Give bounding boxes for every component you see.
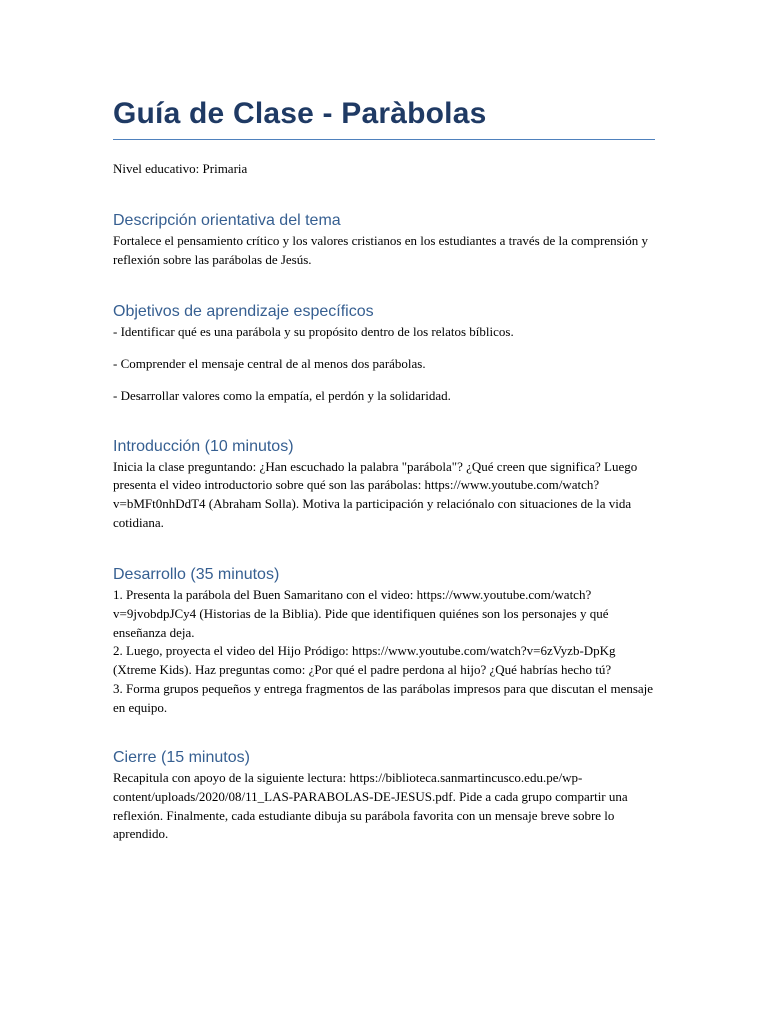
section-descripcion [113, 210, 655, 269]
section-introduccion [113, 436, 655, 533]
section-objetivos [113, 301, 655, 405]
objective-item: - Desarrollar valores como la empatía, el perdón y la solidaridad. [113, 387, 451, 403]
development-step: 2. Luego, proyecta el video del Hijo Pródigo: https://www.youtube.com/watch?v=6zVyzb-DpKg (Xtreme Kids). Haz preguntas como: ¿Por qué el padre perdona al hijo? ¿Qué habrías hecho tú? [113, 643, 616, 678]
section-heading: Desarrollo (35 minutos) [113, 566, 280, 584]
document-title: Guía de Clase - Paràbolas [113, 97, 487, 130]
education-level: Nivel educativo: Primaria [113, 161, 248, 176]
section-heading: Descripción orientativa del tema [113, 212, 341, 229]
section-cierre [113, 747, 655, 844]
section-heading: Objetivos de aprendizaje específicos [113, 303, 374, 321]
section-text: Recapitula con apoyo de la siguiente lectura: https://biblioteca.sanmartincusco.edu.pe/wp-content/uploads/2020/08/11_LAS-PARABOLAS-DE-JESUS.pdf. Pide a cada grupo compartir una reflexión. Finalmente, cada estudiante dibuja su parábola favorita con un mensaje breve sobre lo aprendido. [113, 770, 628, 842]
title-divider [113, 139, 655, 140]
development-step: 1. Presenta la parábola del Buen Samaritano con el video: https://www.youtube.com/watch?v=9jvobdpJCy4 (Historias de la Biblia). Pide que identifiquen quiénes son los personajes y qué enseñanza deja. [113, 587, 609, 640]
development-step: 3. Forma grupos pequeños y entrega fragmentos de las parábolas impresos para que discutan el mensaje en equipo. [113, 680, 654, 715]
objective-item: - Identificar qué es una parábola y su propósito dentro de los relatos bíblicos. [113, 324, 514, 340]
objective-item: - Comprender el mensaje central de al menos dos parábolas. [113, 356, 426, 372]
section-heading: Introducción (10 minutos) [113, 437, 294, 455]
section-desarrollo [113, 564, 655, 717]
section-text: Inicia la clase preguntando: ¿Han escuchado la palabra "parábola"? ¿Qué creen que significa? Luego presenta el video introductorio sobre qué son las parábolas: https://www.youtube.com/watch?v=bMFt0nhDdT4 (Abraham Solla). Motiva la participación y relaciónalo con situaciones de la vida cotidiana. [113, 458, 638, 530]
section-heading: Cierre (15 minutos) [113, 749, 250, 767]
section-text: Fortalece el pensamiento crítico y los valores cristianos en los estudiantes a través de la comprensión y reflexión sobre las parábolas de Jesús. [113, 233, 649, 267]
